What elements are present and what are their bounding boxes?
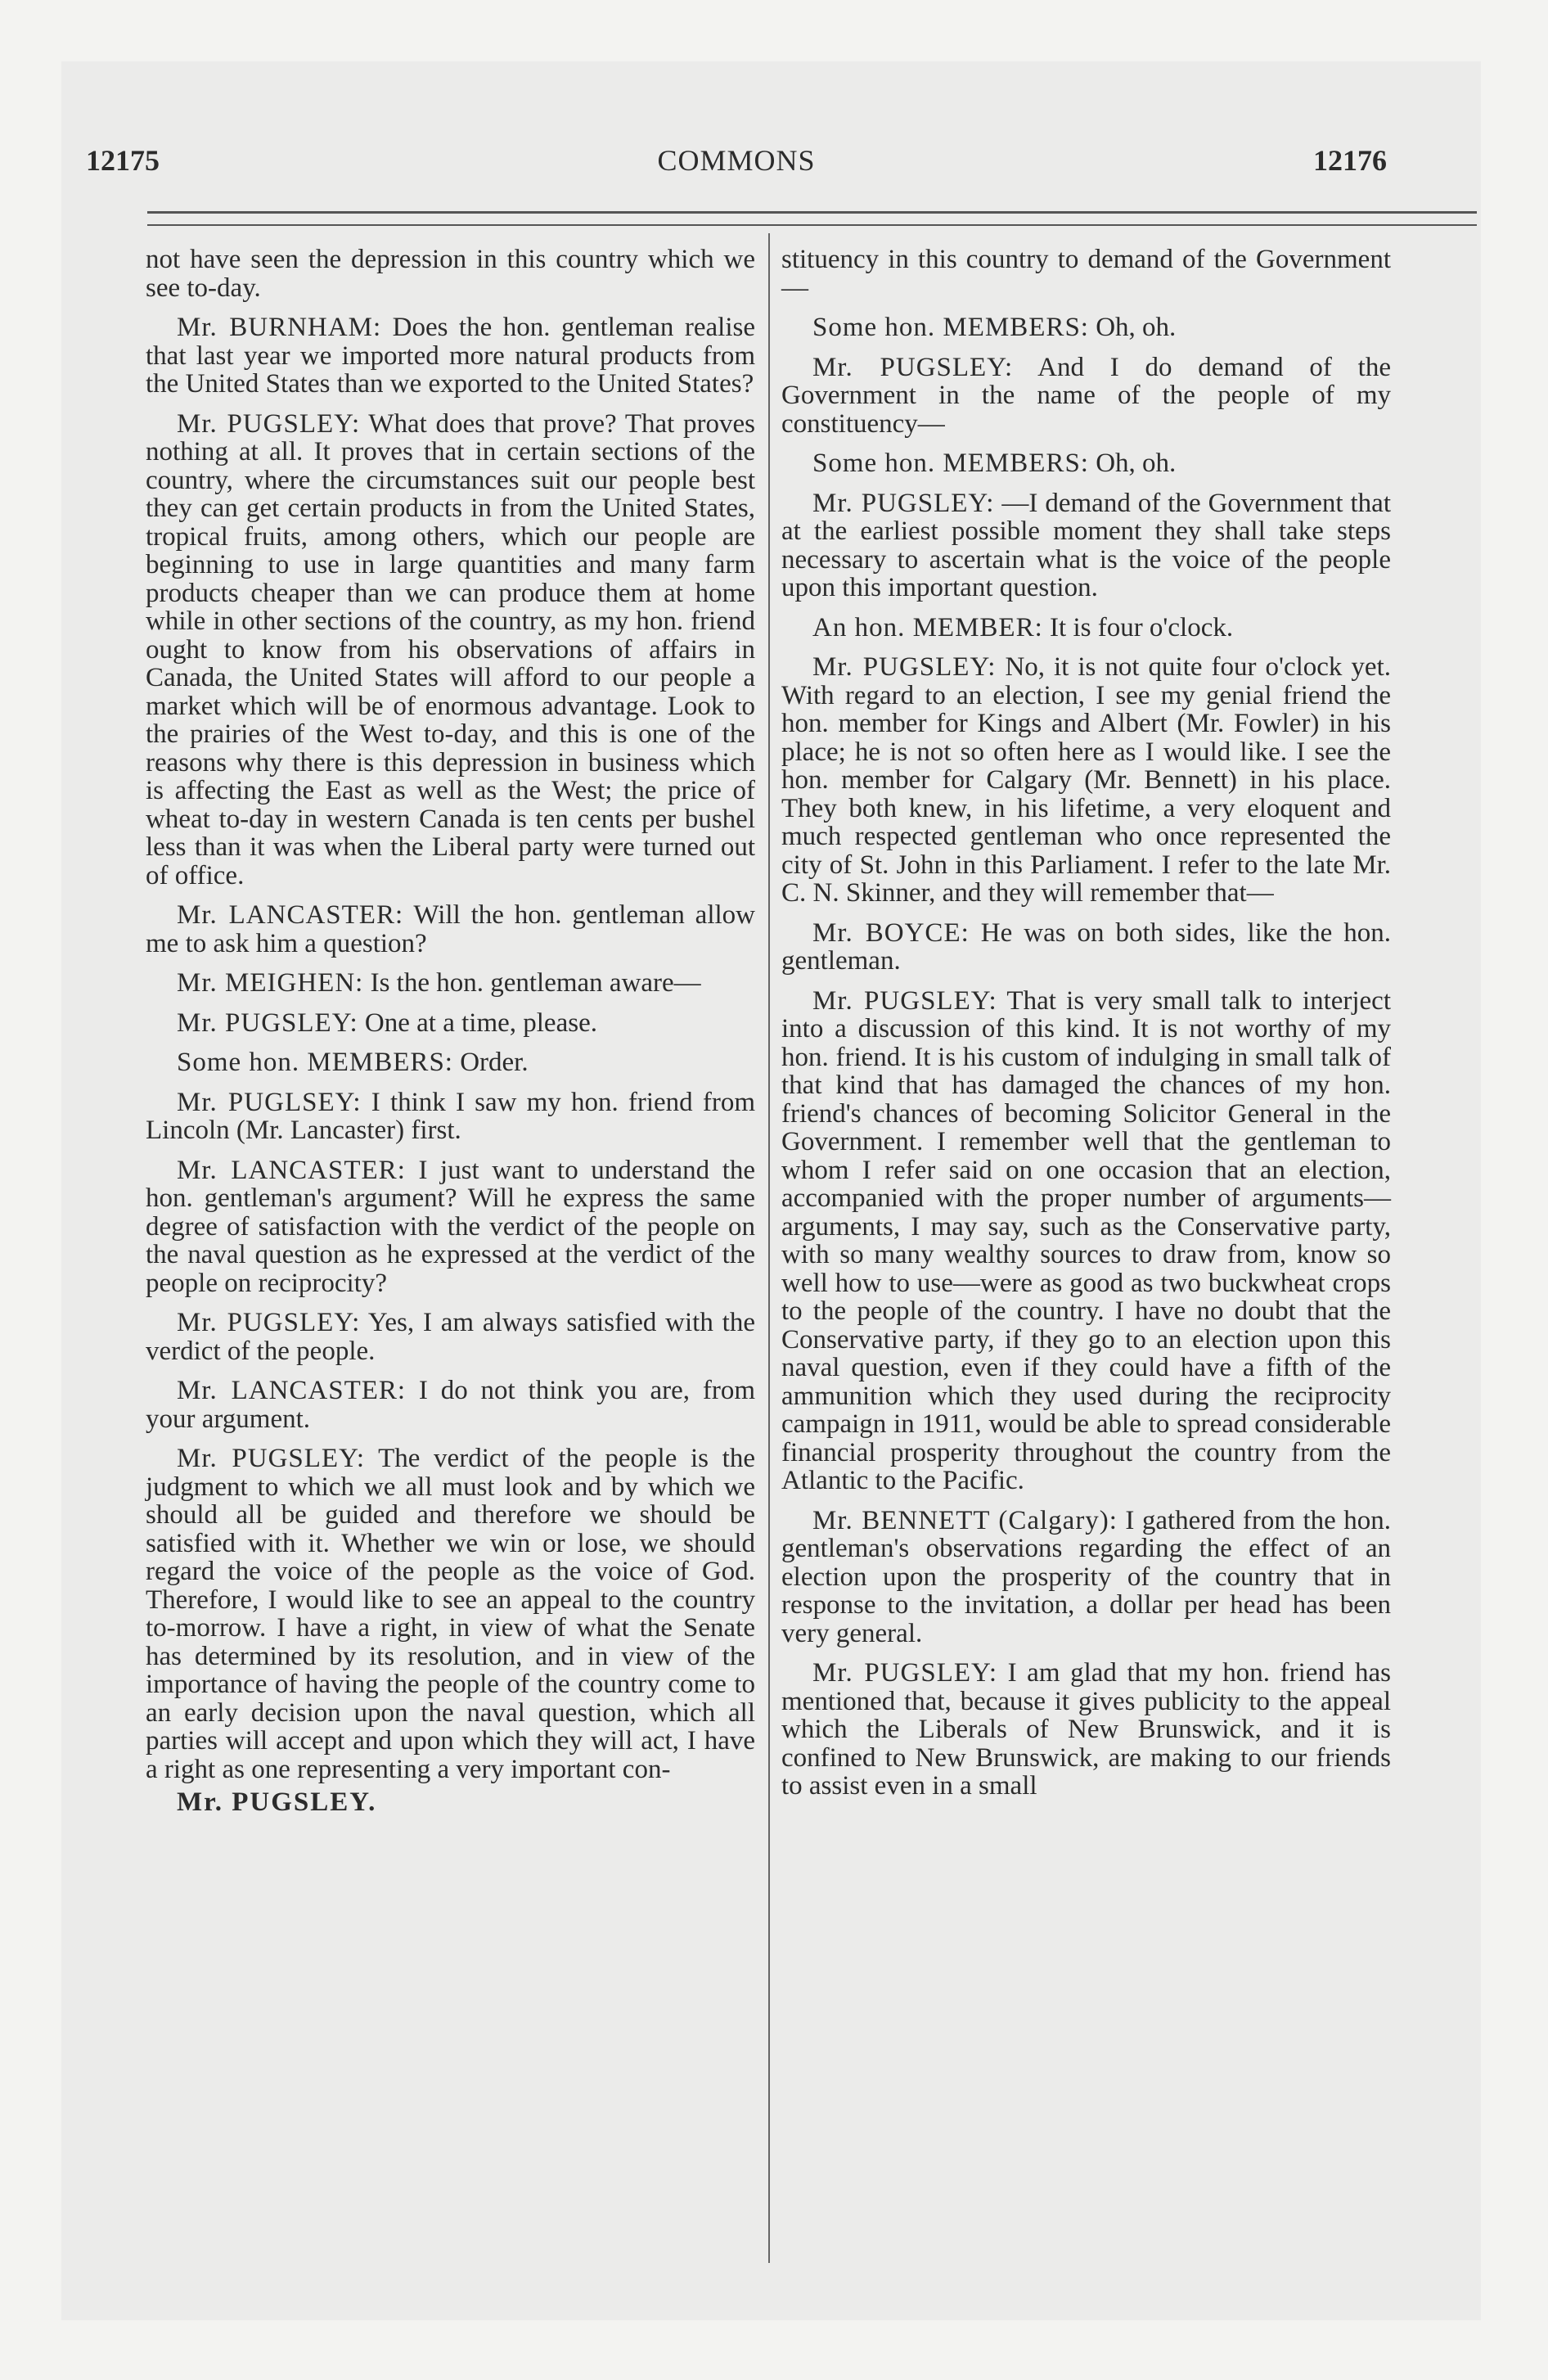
speaker-name: Mr. PUGSLEY:	[177, 1444, 366, 1473]
speaker-name: An hon. MEMBER:	[812, 612, 1043, 642]
speaker-name: Mr. MEIGHEN:	[177, 968, 364, 998]
header-rule-top	[147, 211, 1477, 214]
paragraph: Mr. PUGSLEY: That is very small talk to interject into a discussion of this kind. It is not worthy of my hon. friend. It is his custom of indulging in small talk of that kind that has damaged the chances of my hon. friend's chances of becoming Solicitor General in the Government. I remember well that the gentleman to whom I refer said on one occasion that an election, accompanied with the proper number of arguments—arguments, I may say, such as the Conservative party, with so many wealthy sources to draw from, know so well how to use—were as good as two buckwheat crops to the people of the country. I have no doubt that the Conservative party, if they go to an election upon this naval question, even if they could have a fifth of the ammunition which they used during the reciprocity campaign in 1911, would be able to spread considerable financial prosperity throughout the country from the Atlantic to the Pacific.	[781, 985, 1391, 1495]
paragraph: Mr. PUGSLEY: And I do demand of the Government in the name of the people of my constituency—	[781, 352, 1391, 439]
speaker-name: Mr. LANCASTER:	[177, 1155, 406, 1185]
paragraph: Mr. BENNETT (Calgary): I gathered from the hon. gentleman's observations regarding the effect of an election upon the prosperity of the country that in response to the invitation, a dollar per head has been very general.	[781, 1505, 1391, 1648]
speaker-name: Mr. BURNHAM:	[177, 313, 382, 342]
paragraph: Some hon. MEMBERS: Oh, oh.	[812, 449, 1177, 478]
speaker-name: Mr. PUGSLEY:	[812, 352, 1014, 382]
speaker-name: Mr. PUGLSEY:	[177, 1087, 362, 1117]
paragraph: Mr. BURNHAM: Does the hon. gentleman realise that last year we imported more natural products from the United States than we exported to the United States?	[146, 313, 755, 399]
speaker-name: Some hon. MEMBERS:	[177, 1048, 453, 1077]
right-page-number: 12176	[1313, 144, 1387, 177]
paragraph: Mr. PUGSLEY: One at a time, please.	[177, 1007, 597, 1038]
paragraph: Mr. PUGSLEY: What does that prove? That proves nothing at all. It proves that in certain sections of the country, where the circumstances suit our people best they can get certain products in from the United States, tropical fruits, among others, which our people are beginning to use in large quantities and many farm products cheaper than we can produce them at home while in other sections of the country, as my hon. friend ought to know from his observations of affairs in Canada, the United States will afford to our people a market which will be of enormous advantage. Look to the prairies of the West to-day, and this is one of the reasons why there is this depression in business which is affecting the East as well as the West; the price of wheat to-day in western Canada is ten cents per bushel less than it was when the Liberal party were turned out of office.	[146, 408, 756, 890]
paragraph: An hon. MEMBER: It is four o'clock.	[812, 612, 1234, 642]
paragraph: Mr. PUGSLEY: The verdict of the people is the judgment to which we all must look and by which we should all be guided and therefore we should be satisfied with it. Whether we win or lose, we should regard the voice of the people as the voice of God. Therefore, I would like to see an appeal to the country to-morrow. I have a right, in view of what the Senate has determined by its resolution, and in view of the importance of having the people of the country come to an early decision upon the naval question, which all parties will accept and upon which they will act, I have a right as one representing a very important con-	[146, 1444, 755, 1784]
paragraph: Mr. BOYCE: He was on both sides, like the hon. gentleman.	[781, 917, 1391, 976]
paragraph: not have seen the depression in this country which we see to-day.	[146, 245, 755, 303]
paragraph: Mr. PUGLSEY: I think I saw my hon. friend from Lincoln (Mr. Lancaster) first.	[146, 1087, 756, 1145]
paragraph: Mr. LANCASTER: I do not think you are, from your argument.	[146, 1376, 755, 1434]
speaker-name: Mr. PUGSLEY:	[812, 488, 995, 518]
paragraph: Some hon. MEMBERS: Order.	[177, 1048, 529, 1077]
speaker-name: Mr. LANCASTER:	[177, 1376, 407, 1405]
left-page-number: 12175	[86, 144, 160, 177]
column-footer-speaker: Mr. PUGSLEY.	[177, 1787, 377, 1817]
right-column	[781, 246, 1391, 1812]
speaker-name: Mr. PUGSLEY:	[177, 1308, 361, 1337]
speaker-name: Mr. LANCASTER:	[177, 900, 404, 930]
paragraph: Mr. LANCASTER: I just want to understand the hon. gentleman's argument? Will he express the same degree of satisfaction with the verdict of the people on the naval question as he expressed at the verdict of the people on reciprocity?	[146, 1155, 756, 1298]
speaker-name: Mr. PUGSLEY:	[812, 1658, 998, 1688]
speaker-name: Mr. BENNETT (Calgary):	[812, 1505, 1118, 1535]
speaker-name: Some hon. MEMBERS:	[812, 449, 1089, 478]
paragraph: Mr. LANCASTER: Will the hon. gentleman allow me to ask him a question?	[146, 900, 755, 958]
speaker-name: Mr. PUGSLEY:	[177, 1007, 358, 1038]
running-title: COMMONS	[657, 144, 816, 177]
paragraph: Mr. MEIGHEN: Is the hon. gentleman aware—	[177, 968, 701, 998]
paragraph: Mr. PUGSLEY: —I demand of the Government that at the earliest possible moment they shall take steps necessary to ascertain what is the voice of the people upon this important question.	[781, 488, 1391, 602]
speaker-name: Mr. PUGSLEY:	[812, 652, 997, 682]
paragraph: Mr. PUGSLEY: Yes, I am always satisfied with the verdict of the people.	[146, 1308, 755, 1366]
page-header	[86, 143, 1387, 184]
paragraph: Some hon. MEMBERS: Oh, oh.	[812, 313, 1177, 342]
left-column	[146, 246, 755, 1817]
speaker-name: Mr. PUGSLEY:	[177, 408, 361, 439]
paragraph: stituency in this country to demand of the Government—	[781, 245, 1391, 303]
header-rule-bottom	[147, 224, 1477, 226]
column-divider	[768, 233, 770, 2263]
speaker-name: Mr. PUGSLEY:	[812, 985, 997, 1016]
paragraph: Mr. PUGSLEY: I am glad that my hon. friend has mentioned that, because it gives publicity to the appeal which the Liberals of New Brunswick, and it is confined to New Brunswick, are making to our friends to assist even in a small	[781, 1658, 1392, 1801]
paragraph: Mr. PUGSLEY: No, it is not quite four o'clock yet. With regard to an election, I see my genial friend the hon. member for Kings and Albert (Mr. Fowler) in his place; he is not so often here as I would like. I see the hon. member for Calgary (Mr. Bennett) in his place. They both knew, in his lifetime, a very eloquent and much respected gentleman who once represented the city of St. John in this Parliament. I refer to the late Mr. C. N. Skinner, and they will remember that—	[781, 652, 1391, 908]
speaker-name: Some hon. MEMBERS:	[812, 313, 1089, 342]
speaker-name: Mr. BOYCE:	[812, 917, 970, 948]
